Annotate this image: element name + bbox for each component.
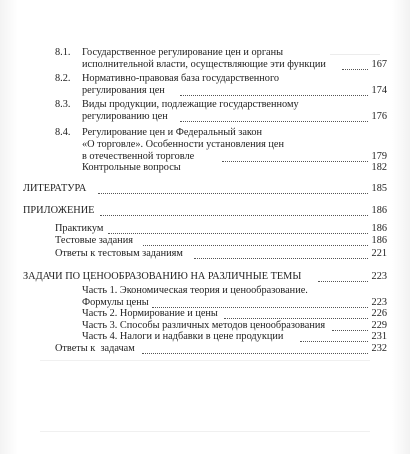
entry-title-continued: «О торговле». Особенности установления цен bbox=[82, 139, 285, 150]
page-number: 176 bbox=[371, 111, 387, 122]
toc-entry-appendix[interactable] bbox=[0, 205, 410, 217]
page-number: 226 bbox=[371, 308, 387, 319]
page-number: 232 bbox=[371, 343, 387, 354]
page-number: 186 bbox=[371, 235, 387, 246]
entry-title: ЛИТЕРАТУРА bbox=[23, 183, 87, 194]
section-number: 8.1. bbox=[55, 47, 71, 58]
toc-entry-part-2[interactable] bbox=[0, 308, 410, 320]
page-number: 186 bbox=[371, 223, 387, 234]
dot-leader bbox=[180, 120, 368, 122]
toc-entry-task-answers[interactable] bbox=[0, 343, 410, 355]
page-number: 223 bbox=[371, 271, 387, 282]
dot-leader bbox=[143, 244, 368, 246]
entry-title: Часть 3. Способы различных методов ценообразования bbox=[82, 320, 326, 331]
entry-title-continued: исполнительной власти, осуществляющие эти функции bbox=[82, 59, 326, 70]
page-number: 231 bbox=[371, 331, 387, 342]
toc-entry-tests[interactable] bbox=[0, 235, 410, 247]
toc-entry-8-4[interactable] bbox=[0, 127, 410, 163]
page-number: 174 bbox=[371, 85, 387, 96]
entry-title: Регулирование цен и Федеральный закон bbox=[82, 127, 263, 138]
toc-entry-tasks[interactable] bbox=[0, 271, 410, 283]
page-number: 182 bbox=[371, 162, 387, 173]
page-number: 179 bbox=[371, 151, 387, 162]
entry-title-continued: в отечественной торговле bbox=[82, 151, 195, 162]
toc-entry-8-1[interactable] bbox=[0, 47, 410, 71]
toc-entry-part-4[interactable] bbox=[0, 331, 410, 343]
entry-title: Контрольные вопросы bbox=[82, 162, 181, 173]
page-number: 229 bbox=[371, 320, 387, 331]
page-number: 167 bbox=[371, 59, 387, 70]
entry-title: Часть 2. Нормирование и цены bbox=[82, 308, 218, 319]
toc-entry-test-answers[interactable] bbox=[0, 248, 410, 260]
entry-title: Государственное регулирование цен и органы bbox=[82, 47, 284, 58]
page-number: 223 bbox=[371, 297, 387, 308]
dot-leader bbox=[98, 192, 368, 194]
section-number: 8.3. bbox=[55, 99, 71, 110]
entry-title: Нормативно-правовая база государственного bbox=[82, 73, 280, 84]
page-number: 185 bbox=[371, 183, 387, 194]
toc-entry-literature[interactable] bbox=[0, 183, 410, 195]
entry-title: Тестовые задания bbox=[55, 235, 133, 246]
toc-entry-part-1[interactable] bbox=[0, 285, 410, 309]
entry-title-continued: регулированию цен bbox=[82, 111, 168, 122]
dot-leader bbox=[194, 257, 368, 259]
dot-leader bbox=[142, 352, 368, 354]
entry-title-continued: Формулы цены bbox=[82, 297, 149, 308]
section-number: 8.2. bbox=[55, 73, 71, 84]
page-number: 221 bbox=[371, 248, 387, 259]
dot-leader bbox=[100, 214, 368, 216]
toc-entry-control-questions[interactable] bbox=[0, 162, 410, 174]
dot-leader bbox=[180, 94, 368, 96]
toc-entry-8-3[interactable] bbox=[0, 99, 410, 123]
entry-title: Ответы к задачам bbox=[55, 343, 135, 354]
entry-title: Ответы к тестовым заданиям bbox=[55, 248, 183, 259]
section-number: 8.4. bbox=[55, 127, 71, 138]
toc-entry-practicum[interactable] bbox=[0, 223, 410, 235]
show-through-decoration bbox=[40, 360, 370, 432]
entry-title: ЗАДАЧИ ПО ЦЕНООБРАЗОВАНИЮ НА РАЗЛИЧНЫЕ ТЕМЫ bbox=[23, 271, 302, 282]
entry-title: Часть 1. Экономическая теория и ценообразование. bbox=[82, 285, 308, 296]
toc-entry-8-2[interactable] bbox=[0, 73, 410, 97]
entry-title: Виды продукции, подлежащие государственному bbox=[82, 99, 299, 110]
entry-title: ПРИЛОЖЕНИЕ bbox=[23, 205, 95, 216]
entry-title: Часть 4. Налоги и надбавки в цене продукции bbox=[82, 331, 284, 342]
entry-title-continued: регулирования цен bbox=[82, 85, 165, 96]
page-number: 186 bbox=[371, 205, 387, 216]
entry-title: Практикум bbox=[55, 223, 104, 234]
dot-leader bbox=[108, 232, 368, 234]
